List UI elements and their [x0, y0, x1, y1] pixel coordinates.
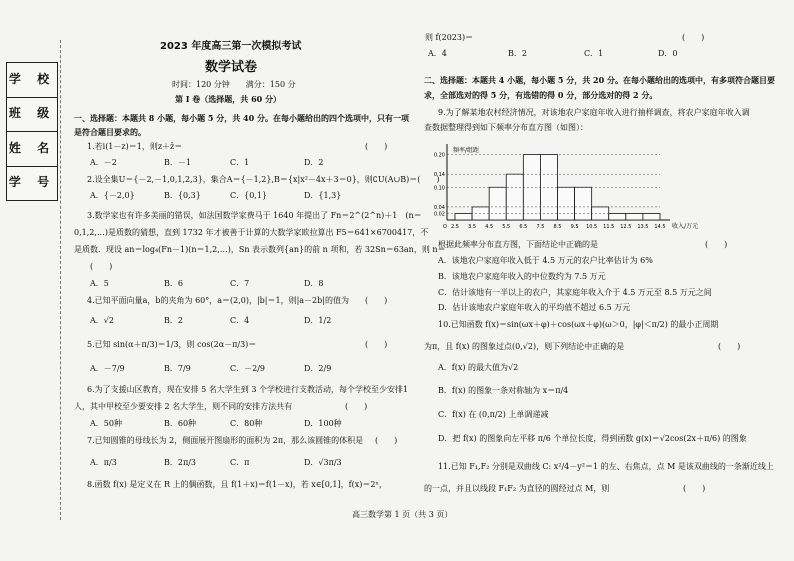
q2-option-c: C．{0,1} — [230, 191, 268, 200]
x-tick-label: 3.5 — [468, 224, 477, 230]
q1-option-d: D．2 — [304, 158, 324, 167]
student-id-label: 学 号 — [8, 175, 56, 190]
q7-option-a: A．π/3 — [90, 458, 117, 467]
y-tick-label: 0.04 — [433, 204, 445, 211]
school-label: 学 校 — [7, 63, 57, 98]
q4-option-c: C．4 — [230, 316, 250, 325]
q4-option-a: A．√2 — [90, 316, 114, 325]
q7-answer-paren: ( ) — [375, 436, 398, 445]
histogram-bar — [455, 213, 472, 220]
x-tick-label: 13.5 — [637, 224, 649, 230]
q9-line-2: 查数据整理得到如下频率分布直方图（如图）： — [424, 123, 588, 132]
x-tick-label: 6.5 — [519, 224, 528, 230]
q9-question: 根据此频率分布直方图，下面结论中正确的是 — [438, 240, 598, 249]
y-tick-label: 0.10 — [433, 185, 445, 192]
q10-answer-paren: ( ) — [718, 342, 741, 351]
histogram-bar — [506, 174, 523, 220]
q3-line-2: 0,1,2,…)是质数的猜想，直到 1732 年才被善于计算的大数学家欧拉算出 F5＝641×6700417，不 — [74, 228, 429, 237]
y-tick-label: 0.14 — [433, 172, 445, 179]
page-footer: 高三数学第 1 页（共 3 页） — [352, 510, 453, 519]
q5-option-d: D．2/9 — [304, 364, 332, 373]
histogram-bar — [558, 187, 575, 220]
q8-option-a: A．4 — [428, 49, 447, 58]
q9-option-b: B．该地农户家庭年收入的中位数约为 7.5 万元 — [438, 272, 606, 281]
binding-line — [60, 40, 61, 520]
q9-answer-paren: ( ) — [705, 240, 728, 249]
histogram-bar — [626, 213, 643, 220]
x-tick-label: 4.5 — [485, 224, 494, 230]
q10-option-a: A．f(x) 的最大值为√2 — [438, 363, 519, 372]
class-label: 班 级 — [7, 98, 57, 133]
origin-label: O — [443, 224, 447, 230]
histogram-bar — [643, 213, 660, 220]
histogram-bar — [489, 187, 506, 220]
q4-answer-paren: ( ) — [365, 296, 388, 305]
q2-stem: 2.设全集U＝{－2,－1,0,1,2,3}，集合A＝{－1,2},B＝{x|x²－4x＋3＝0}，则∁U(A∪B)＝( ) — [87, 175, 440, 184]
part-one-heading: 第 I 卷（选择题，共 60 分） — [175, 94, 282, 104]
q1-option-a: A．－2 — [90, 158, 117, 167]
x-tick-label: 10.5 — [586, 224, 598, 230]
q3-option-b: B．6 — [164, 279, 183, 288]
section-two-instructions: 二、选择题：本题共 4 小题，每小题 5 分，共 20 分。在每小题给出的选项中，有多项符合题目要求，全部选对的得 5 分，有选错的得 0 分，部分选对的得 2 分。 — [424, 75, 775, 100]
histogram-bar — [609, 213, 626, 220]
x-tick-label: 14.5 — [654, 224, 666, 230]
q1-option-c: C．1 — [230, 158, 250, 167]
q6-line-2: 人，其中甲校至少要安排 2 名大学生，则不同的安排方法共有 — [74, 402, 293, 411]
q10-option-c: C．f(x) 在 (0,π/2) 上单调递减 — [438, 410, 549, 419]
q9-option-a: A．该地农户家庭年收入低于 4.5 万元的农户比率估计为 6% — [438, 256, 653, 265]
q9-line-1: 9.为了解某地农村经济情况，对该地农户家庭年收入进行抽样调查，将农户家庭年收入调 — [438, 108, 750, 117]
x-tick-label: 11.5 — [603, 224, 615, 230]
x-tick-label: 7.5 — [536, 224, 545, 230]
q7-stem: 7.已知圆锥的母线长为 2，侧面展开图扇形的面积为 2π，那么该圆锥的体积是 — [87, 436, 364, 445]
x-tick-label: 9.5 — [570, 224, 579, 230]
q1-option-b: B．－1 — [164, 158, 191, 167]
q10-line-1: 10.已知函数 f(x)＝sin(ωx＋φ)＋cos(ωx＋φ)(ω＞0，|φ|＜π/2) 的最小正周期 — [438, 320, 719, 329]
q9-option-d: D．估计该地农户家庭年收入的平均值不超过 6.5 万元 — [438, 303, 631, 312]
y-tick-label: 0.20 — [433, 152, 445, 159]
q6-option-b: B．60种 — [164, 419, 197, 428]
q8-option-d: D．0 — [658, 49, 678, 58]
frequency-histogram — [425, 138, 699, 238]
q10-option-d: D．把 f(x) 的图象向左平移 π/6 个单位长度，得到函数 g(x)＝√2cos(2x＋π/6) 的图象 — [438, 434, 747, 443]
q5-answer-paren: ( ) — [365, 340, 388, 349]
q6-option-c: C．80种 — [230, 419, 263, 428]
exam-title: 2023 年度高三第一次模拟考试 — [160, 41, 302, 52]
q2-option-a: A．{－2,0} — [90, 191, 135, 200]
y-tick-label: 0.02 — [433, 211, 445, 218]
x-tick-label: 8.5 — [553, 224, 562, 230]
x-tick-label: 2.5 — [451, 224, 459, 230]
x-axis-label: 收入/万元 — [672, 223, 699, 230]
q7-option-c: C．π — [230, 458, 250, 467]
q7-option-d: D．√3π/3 — [304, 458, 342, 467]
x-tick-label: 12.5 — [620, 224, 632, 230]
q5-option-b: B．7/9 — [164, 364, 191, 373]
q6-option-a: A．50种 — [90, 419, 122, 428]
q11-line-1: 11.已知 F₁,F₂ 分别是双曲线 C: x²/4－y²＝1 的左、右焦点，点 M 是该双曲线的一条渐近线上 — [438, 462, 774, 471]
q3-line-1: 3.数学家也有许多美丽的错误，如法国数学家费马于 1640 年提出了 Fn＝2^(2^n)＋1 (n＝ — [87, 211, 422, 220]
q2-option-b: B．{0,3} — [164, 191, 201, 200]
q5-option-c: C．－2/9 — [230, 364, 265, 373]
q6-answer-paren: ( ) — [345, 402, 368, 411]
q2-option-d: D．{1,3} — [304, 191, 342, 200]
q11-answer-paren: ( ) — [683, 484, 706, 493]
q6-line-1: 6.为了支援山区教育，现在安排 5 名大学生到 3 个学校进行支教活动，每个学校至少安排1 — [87, 385, 409, 394]
subject-title: 数学试卷 — [205, 60, 258, 75]
q3-line-3: 是质数．现设 an＝log₄(Fn－1)(n＝1,2,…)，Sn 表示数列{an}的前 n 项和，若 32Sn＝63an，则 n＝ — [74, 245, 446, 254]
q8-continuation: 则 f(2023)＝ — [425, 33, 474, 42]
q3-option-d: D．8 — [304, 279, 324, 288]
section-one-instructions: 一、选择题：本题共 8 小题，每小题 5 分，共 40 分。在每小题给出的四个选项中，只有一项是符合题目要求的。 — [74, 113, 409, 137]
q9-option-c: C．估计该地有一半以上的农户，其家庭年收入介于 4.5 万元至 8.5 万元之间 — [438, 288, 712, 297]
q5-option-a: A．－7/9 — [90, 364, 125, 373]
q10-option-b: B．f(x) 的图象一条对称轴为 x＝π/4 — [438, 386, 569, 395]
x-tick-label: 5.5 — [502, 224, 511, 230]
q4-option-b: B．2 — [164, 316, 183, 325]
q11-line-2: 的一点，并且以线段 F₁F₂ 为直径的圆经过点 M，则 — [424, 484, 610, 493]
q1-stem: 1.若i(1－z)＝1，则z＋z̄＝ — [87, 142, 183, 151]
q1-answer-paren: ( ) — [365, 142, 388, 151]
q10-line-2: 为π，且 f(x) 的图象过点(0,√2)，则下列结论中正确的是 — [424, 342, 625, 351]
q8-stem: 8.函数 f(x) 是定义在 R 上的偶函数，且 f(1＋x)＝f(1－x)，若 x∈[0,1]，f(x)＝2ˣ， — [87, 480, 387, 489]
q4-option-d: D．1/2 — [304, 316, 332, 325]
q3-option-a: A．5 — [90, 279, 109, 288]
name-label: 姓 名 — [7, 132, 57, 167]
q4-stem: 4.已知平面向量a，b的夹角为 60°，a＝(2,0)，|b|＝1，则|a－2b|的值为 — [87, 296, 349, 305]
y-axis-label: 频率/组距 — [453, 147, 480, 154]
time-score: 时间：120 分钟 满分：150 分 — [172, 80, 296, 89]
student-info-table — [6, 62, 58, 201]
q7-option-b: B．2π/3 — [164, 458, 197, 467]
q3-option-c: C．7 — [230, 279, 250, 288]
q8-option-c: C．1 — [584, 49, 604, 58]
q5-stem: 5.已知 sin(α＋π/3)＝1/3，则 cos(2α－π/3)＝ — [87, 340, 257, 349]
q3-line-4: ( ) — [90, 262, 113, 271]
q8-answer-paren: ( ) — [682, 33, 705, 42]
q8-option-b: B．2 — [508, 49, 527, 58]
histogram-bar — [575, 187, 592, 220]
q6-option-d: D．100种 — [304, 419, 342, 428]
